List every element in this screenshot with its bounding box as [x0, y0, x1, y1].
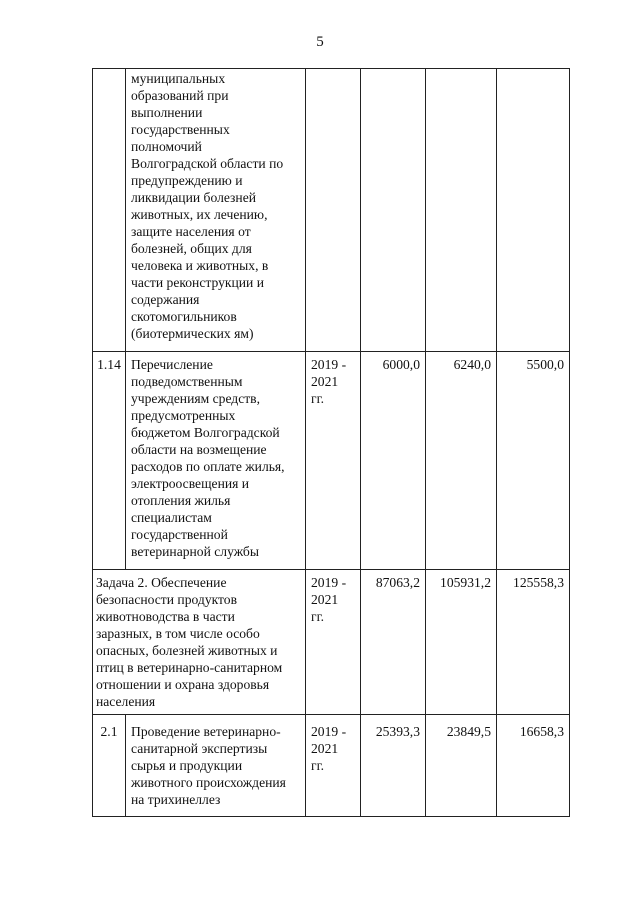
description-cell	[126, 352, 306, 570]
period-cell	[306, 352, 361, 570]
period-text: 2019 - 2021 гг.	[311, 575, 347, 624]
value-2019-cell: 87063,2	[361, 570, 426, 715]
value-2019-cell: 6000,0	[361, 352, 426, 570]
value-2021-cell: 125558,3	[497, 570, 570, 715]
value-2020-cell	[426, 69, 497, 352]
row-number-cell	[93, 69, 126, 352]
row-number-cell: 1.14	[93, 352, 126, 570]
period-cell	[306, 570, 361, 715]
period-text: 2019 - 2021 гг.	[311, 357, 347, 406]
description-cell	[126, 715, 306, 817]
value-2021-cell	[497, 69, 570, 352]
value-2020-cell: 105931,2	[426, 570, 497, 715]
value-2021-cell: 5500,0	[497, 352, 570, 570]
table-row-1-14	[93, 352, 570, 570]
value-2020-cell: 23849,5	[426, 715, 497, 817]
table-row-2-1	[93, 715, 570, 817]
task-text: Задача 2. Обеспечение безопасности продуктов животноводства в части заразных, в том числе особо опасных, болезней животных и птиц в ветеринарно-санитарном отношении и охрана здоровья населения	[96, 575, 283, 709]
value-2019-cell	[361, 69, 426, 352]
description-text: Проведение ветеринарно- санитарной экспертизы сырья и продукции животного происхождения на трихинеллез	[131, 724, 286, 807]
value-2019-cell: 25393,3	[361, 715, 426, 817]
description-cell	[126, 69, 306, 352]
task-cell	[93, 570, 306, 715]
period-text: 2019 - 2021 гг.	[311, 724, 347, 773]
table-row-continuation	[93, 69, 570, 352]
row-number-cell: 2.1	[93, 715, 126, 817]
description-text: Перечисление подведомственным учреждениям средств, предусмотренных бюджетом Волгоградской области на возмещение расходов по оплате жилья, электроосвещения и отопления жилья специалистам государственной ветеринарной службы	[131, 357, 285, 559]
page-number: 5	[316, 34, 324, 50]
period-cell	[306, 715, 361, 817]
period-cell	[306, 69, 361, 352]
table-row-task-2	[93, 570, 570, 715]
value-2020-cell: 6240,0	[426, 352, 497, 570]
value-2021-cell: 16658,3	[497, 715, 570, 817]
budget-table	[92, 68, 570, 817]
description-text: муниципальных образований при выполнении государственных полномочий Волгоградской области по предупреждению и ликвидации болезней животных, их лечению, защите населения от болезней, общих для человека и животных, в части реконструкции и содержания скотомогильников (биотермических ям)	[131, 71, 284, 341]
